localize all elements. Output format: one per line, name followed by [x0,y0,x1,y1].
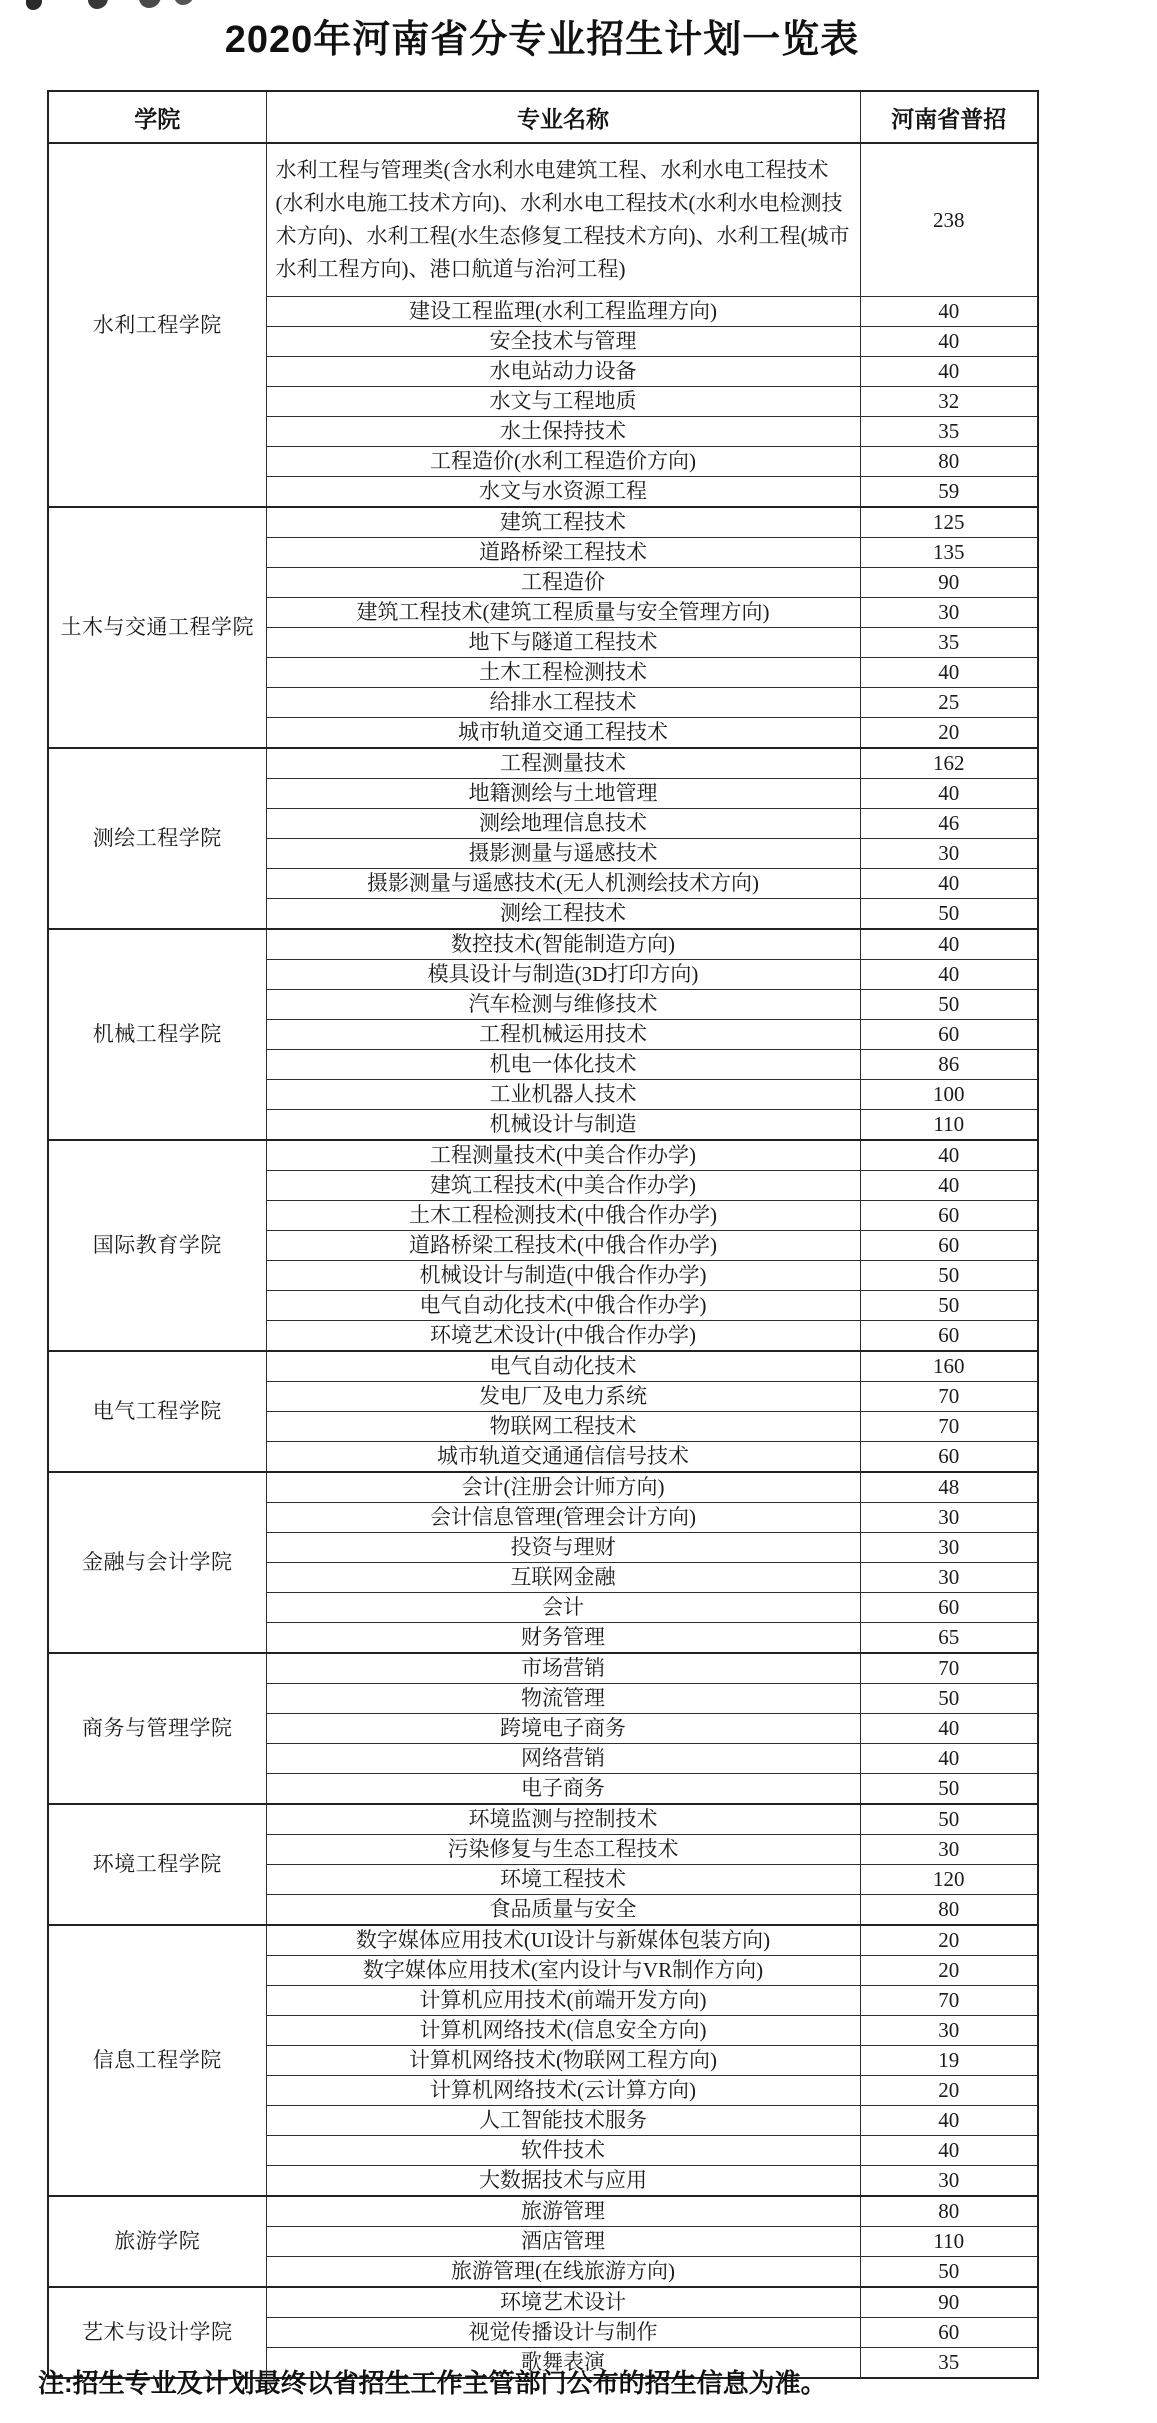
plan-count-cell: 50 [860,1261,1038,1291]
major-name-cell: 电气自动化技术 [266,1351,860,1382]
major-name-cell: 工程测量技术(中美合作办学) [266,1140,860,1171]
plan-count-cell: 80 [860,1895,1038,1926]
major-name-cell: 数控技术(智能制造方向) [266,929,860,960]
major-name-cell: 机械设计与制造 [266,1110,860,1141]
plan-count-cell: 40 [860,297,1038,327]
major-name-cell: 网络营销 [266,1744,860,1774]
table-row [48,1653,1038,1684]
plan-count-cell: 60 [860,1321,1038,1352]
major-name-cell: 环境监测与控制技术 [266,1804,860,1835]
plan-count-cell: 40 [860,327,1038,357]
table-row [48,748,1038,779]
college-cell: 信息工程学院 [48,1925,266,2196]
plan-count-cell: 32 [860,387,1038,417]
plan-count-cell: 30 [860,598,1038,628]
plan-count-cell: 30 [860,839,1038,869]
major-name-cell: 软件技术 [266,2136,860,2166]
table-row [48,1472,1038,1503]
major-name-cell: 物联网工程技术 [266,1412,860,1442]
major-name-cell: 土木工程检测技术 [266,658,860,688]
major-name-cell: 工程测量技术 [266,748,860,779]
plan-count-cell: 30 [860,2016,1038,2046]
plan-count-cell: 60 [860,1442,1038,1473]
plan-count-cell: 30 [860,1835,1038,1865]
plan-count-cell: 90 [860,2287,1038,2318]
college-cell: 土木与交通工程学院 [48,507,266,748]
header-college: 学院 [48,91,266,143]
plan-count-cell: 238 [860,143,1038,297]
header-henan-plan: 河南省普招 [860,91,1038,143]
plan-count-cell: 40 [860,2136,1038,2166]
major-name-cell: 财务管理 [266,1623,860,1654]
major-name-cell: 城市轨道交通工程技术 [266,718,860,749]
major-name-cell: 建筑工程技术 [266,507,860,538]
plan-count-cell: 110 [860,2227,1038,2257]
plan-count-cell: 50 [860,2257,1038,2288]
enrollment-plan-table [47,90,1039,2379]
major-name-cell: 会计 [266,1593,860,1623]
major-name-cell: 环境工程技术 [266,1865,860,1895]
major-name-cell: 污染修复与生态工程技术 [266,1835,860,1865]
scan-edge-artifact [26,0,42,10]
table-row [48,143,1038,297]
major-name-cell: 大数据技术与应用 [266,2166,860,2197]
plan-count-cell: 48 [860,1472,1038,1503]
major-name-cell: 安全技术与管理 [266,327,860,357]
major-name-cell: 数字媒体应用技术(室内设计与VR制作方向) [266,1956,860,1986]
major-name-cell: 电子商务 [266,1774,860,1805]
plan-count-cell: 30 [860,1503,1038,1533]
major-name-cell: 土木工程检测技术(中俄合作办学) [266,1201,860,1231]
major-name-cell: 环境艺术设计(中俄合作办学) [266,1321,860,1352]
major-name-cell: 地籍测绘与土地管理 [266,779,860,809]
plan-count-cell: 50 [860,899,1038,930]
major-name-cell: 地下与隧道工程技术 [266,628,860,658]
major-name-cell: 建筑工程技术(建筑工程质量与安全管理方向) [266,598,860,628]
major-name-cell: 计算机应用技术(前端开发方向) [266,1986,860,2016]
plan-count-cell: 40 [860,357,1038,387]
plan-count-cell: 60 [860,1231,1038,1261]
college-cell: 水利工程学院 [48,143,266,507]
plan-count-cell: 35 [860,417,1038,447]
college-cell: 机械工程学院 [48,929,266,1140]
plan-count-cell: 125 [860,507,1038,538]
plan-count-cell: 40 [860,869,1038,899]
plan-count-cell: 40 [860,929,1038,960]
plan-count-cell: 30 [860,1533,1038,1563]
plan-count-cell: 60 [860,2318,1038,2348]
plan-count-cell: 50 [860,1804,1038,1835]
plan-count-cell: 100 [860,1080,1038,1110]
major-name-cell: 摄影测量与遥感技术 [266,839,860,869]
table-row [48,929,1038,960]
major-name-cell: 计算机网络技术(信息安全方向) [266,2016,860,2046]
major-name-cell: 计算机网络技术(云计算方向) [266,2076,860,2106]
plan-count-cell: 65 [860,1623,1038,1654]
plan-count-cell: 70 [860,1653,1038,1684]
table-row [48,2287,1038,2318]
table-row [48,1140,1038,1171]
page-title: 2020年河南省分专业招生计划一览表 [224,19,860,61]
plan-count-cell: 59 [860,477,1038,508]
plan-count-cell: 20 [860,718,1038,749]
major-name-cell: 水土保持技术 [266,417,860,447]
college-cell: 商务与管理学院 [48,1653,266,1804]
plan-count-cell: 40 [860,1171,1038,1201]
plan-count-cell: 40 [860,658,1038,688]
major-name-cell: 数字媒体应用技术(UI设计与新媒体包装方向) [266,1925,860,1956]
major-name-cell: 市场营销 [266,1653,860,1684]
plan-count-cell: 20 [860,2076,1038,2106]
major-name-cell: 酒店管理 [266,2227,860,2257]
college-cell: 环境工程学院 [48,1804,266,1925]
major-name-cell: 水利工程与管理类(含水利水电建筑工程、水利水电工程技术(水利水电施工技术方向)、水利水电工程技术(水利水电检测技术方向)、水利工程(水生态修复工程技术方向)、水利工程(城市水利工程方向)、港口航道与治河工程) [266,143,860,297]
plan-count-cell: 70 [860,1382,1038,1412]
plan-count-cell: 19 [860,2046,1038,2076]
plan-count-cell: 20 [860,1956,1038,1986]
major-name-cell: 模具设计与制造(3D打印方向) [266,960,860,990]
plan-count-cell: 40 [860,779,1038,809]
major-name-cell: 投资与理财 [266,1533,860,1563]
plan-count-cell: 160 [860,1351,1038,1382]
major-name-cell: 工业机器人技术 [266,1080,860,1110]
major-name-cell: 电气自动化技术(中俄合作办学) [266,1291,860,1321]
plan-count-cell: 50 [860,990,1038,1020]
college-cell: 艺术与设计学院 [48,2287,266,2378]
major-name-cell: 旅游管理(在线旅游方向) [266,2257,860,2288]
major-name-cell: 测绘工程技术 [266,899,860,930]
major-name-cell: 摄影测量与遥感技术(无人机测绘技术方向) [266,869,860,899]
table-row [48,1804,1038,1835]
major-name-cell: 机电一体化技术 [266,1050,860,1080]
plan-count-cell: 60 [860,1593,1038,1623]
major-name-cell: 水文与水资源工程 [266,477,860,508]
plan-count-cell: 25 [860,688,1038,718]
plan-count-cell: 110 [860,1110,1038,1141]
major-name-cell: 工程造价 [266,568,860,598]
plan-count-cell: 35 [860,628,1038,658]
plan-count-cell: 90 [860,568,1038,598]
major-name-cell: 机械设计与制造(中俄合作办学) [266,1261,860,1291]
plan-count-cell: 70 [860,1986,1038,2016]
college-cell: 旅游学院 [48,2196,266,2287]
major-name-cell: 城市轨道交通通信信号技术 [266,1442,860,1473]
major-name-cell: 歌舞表演 [266,2348,860,2379]
plan-count-cell: 135 [860,538,1038,568]
college-cell: 国际教育学院 [48,1140,266,1351]
major-name-cell: 计算机网络技术(物联网工程方向) [266,2046,860,2076]
plan-count-cell: 40 [860,1744,1038,1774]
major-name-cell: 会计(注册会计师方向) [266,1472,860,1503]
plan-count-cell: 60 [860,1201,1038,1231]
table-row [48,507,1038,538]
plan-count-cell: 50 [860,1291,1038,1321]
table-row [48,1351,1038,1382]
plan-count-cell: 80 [860,2196,1038,2227]
major-name-cell: 道路桥梁工程技术 [266,538,860,568]
plan-count-cell: 40 [860,1714,1038,1744]
major-name-cell: 环境艺术设计 [266,2287,860,2318]
major-name-cell: 道路桥梁工程技术(中俄合作办学) [266,1231,860,1261]
major-name-cell: 跨境电子商务 [266,1714,860,1744]
plan-count-cell: 50 [860,1774,1038,1805]
major-name-cell: 建设工程监理(水利工程监理方向) [266,297,860,327]
major-name-cell: 食品质量与安全 [266,1895,860,1926]
plan-count-cell: 35 [860,2348,1038,2379]
college-cell: 测绘工程学院 [48,748,266,929]
plan-count-cell: 40 [860,2106,1038,2136]
plan-count-cell: 60 [860,1020,1038,1050]
plan-count-cell: 120 [860,1865,1038,1895]
plan-count-cell: 70 [860,1412,1038,1442]
footnote: 注:招生专业及计划最终以省招生工作主管部门公布的招生信息为准。 [38,2368,827,2398]
plan-count-cell: 46 [860,809,1038,839]
plan-count-cell: 40 [860,960,1038,990]
plan-count-cell: 30 [860,2166,1038,2197]
plan-count-cell: 30 [860,1563,1038,1593]
major-name-cell: 互联网金融 [266,1563,860,1593]
major-name-cell: 旅游管理 [266,2196,860,2227]
major-name-cell: 工程造价(水利工程造价方向) [266,447,860,477]
header-major-name: 专业名称 [266,91,860,143]
plan-count-cell: 40 [860,1140,1038,1171]
major-name-cell: 物流管理 [266,1684,860,1714]
major-name-cell: 工程机械运用技术 [266,1020,860,1050]
major-name-cell: 水文与工程地质 [266,387,860,417]
major-name-cell: 汽车检测与维修技术 [266,990,860,1020]
major-name-cell: 建筑工程技术(中美合作办学) [266,1171,860,1201]
major-name-cell: 测绘地理信息技术 [266,809,860,839]
major-name-cell: 会计信息管理(管理会计方向) [266,1503,860,1533]
major-name-cell: 视觉传播设计与制作 [266,2318,860,2348]
major-name-cell: 发电厂及电力系统 [266,1382,860,1412]
plan-count-cell: 80 [860,447,1038,477]
table-header-row [48,91,1038,143]
plan-count-cell: 20 [860,1925,1038,1956]
major-name-cell: 给排水工程技术 [266,688,860,718]
college-cell: 金融与会计学院 [48,1472,266,1653]
table-row [48,1925,1038,1956]
plan-count-cell: 162 [860,748,1038,779]
college-cell: 电气工程学院 [48,1351,266,1472]
major-name-cell: 水电站动力设备 [266,357,860,387]
plan-count-cell: 50 [860,1684,1038,1714]
plan-count-cell: 86 [860,1050,1038,1080]
major-name-cell: 人工智能技术服务 [266,2106,860,2136]
table-row [48,2196,1038,2227]
